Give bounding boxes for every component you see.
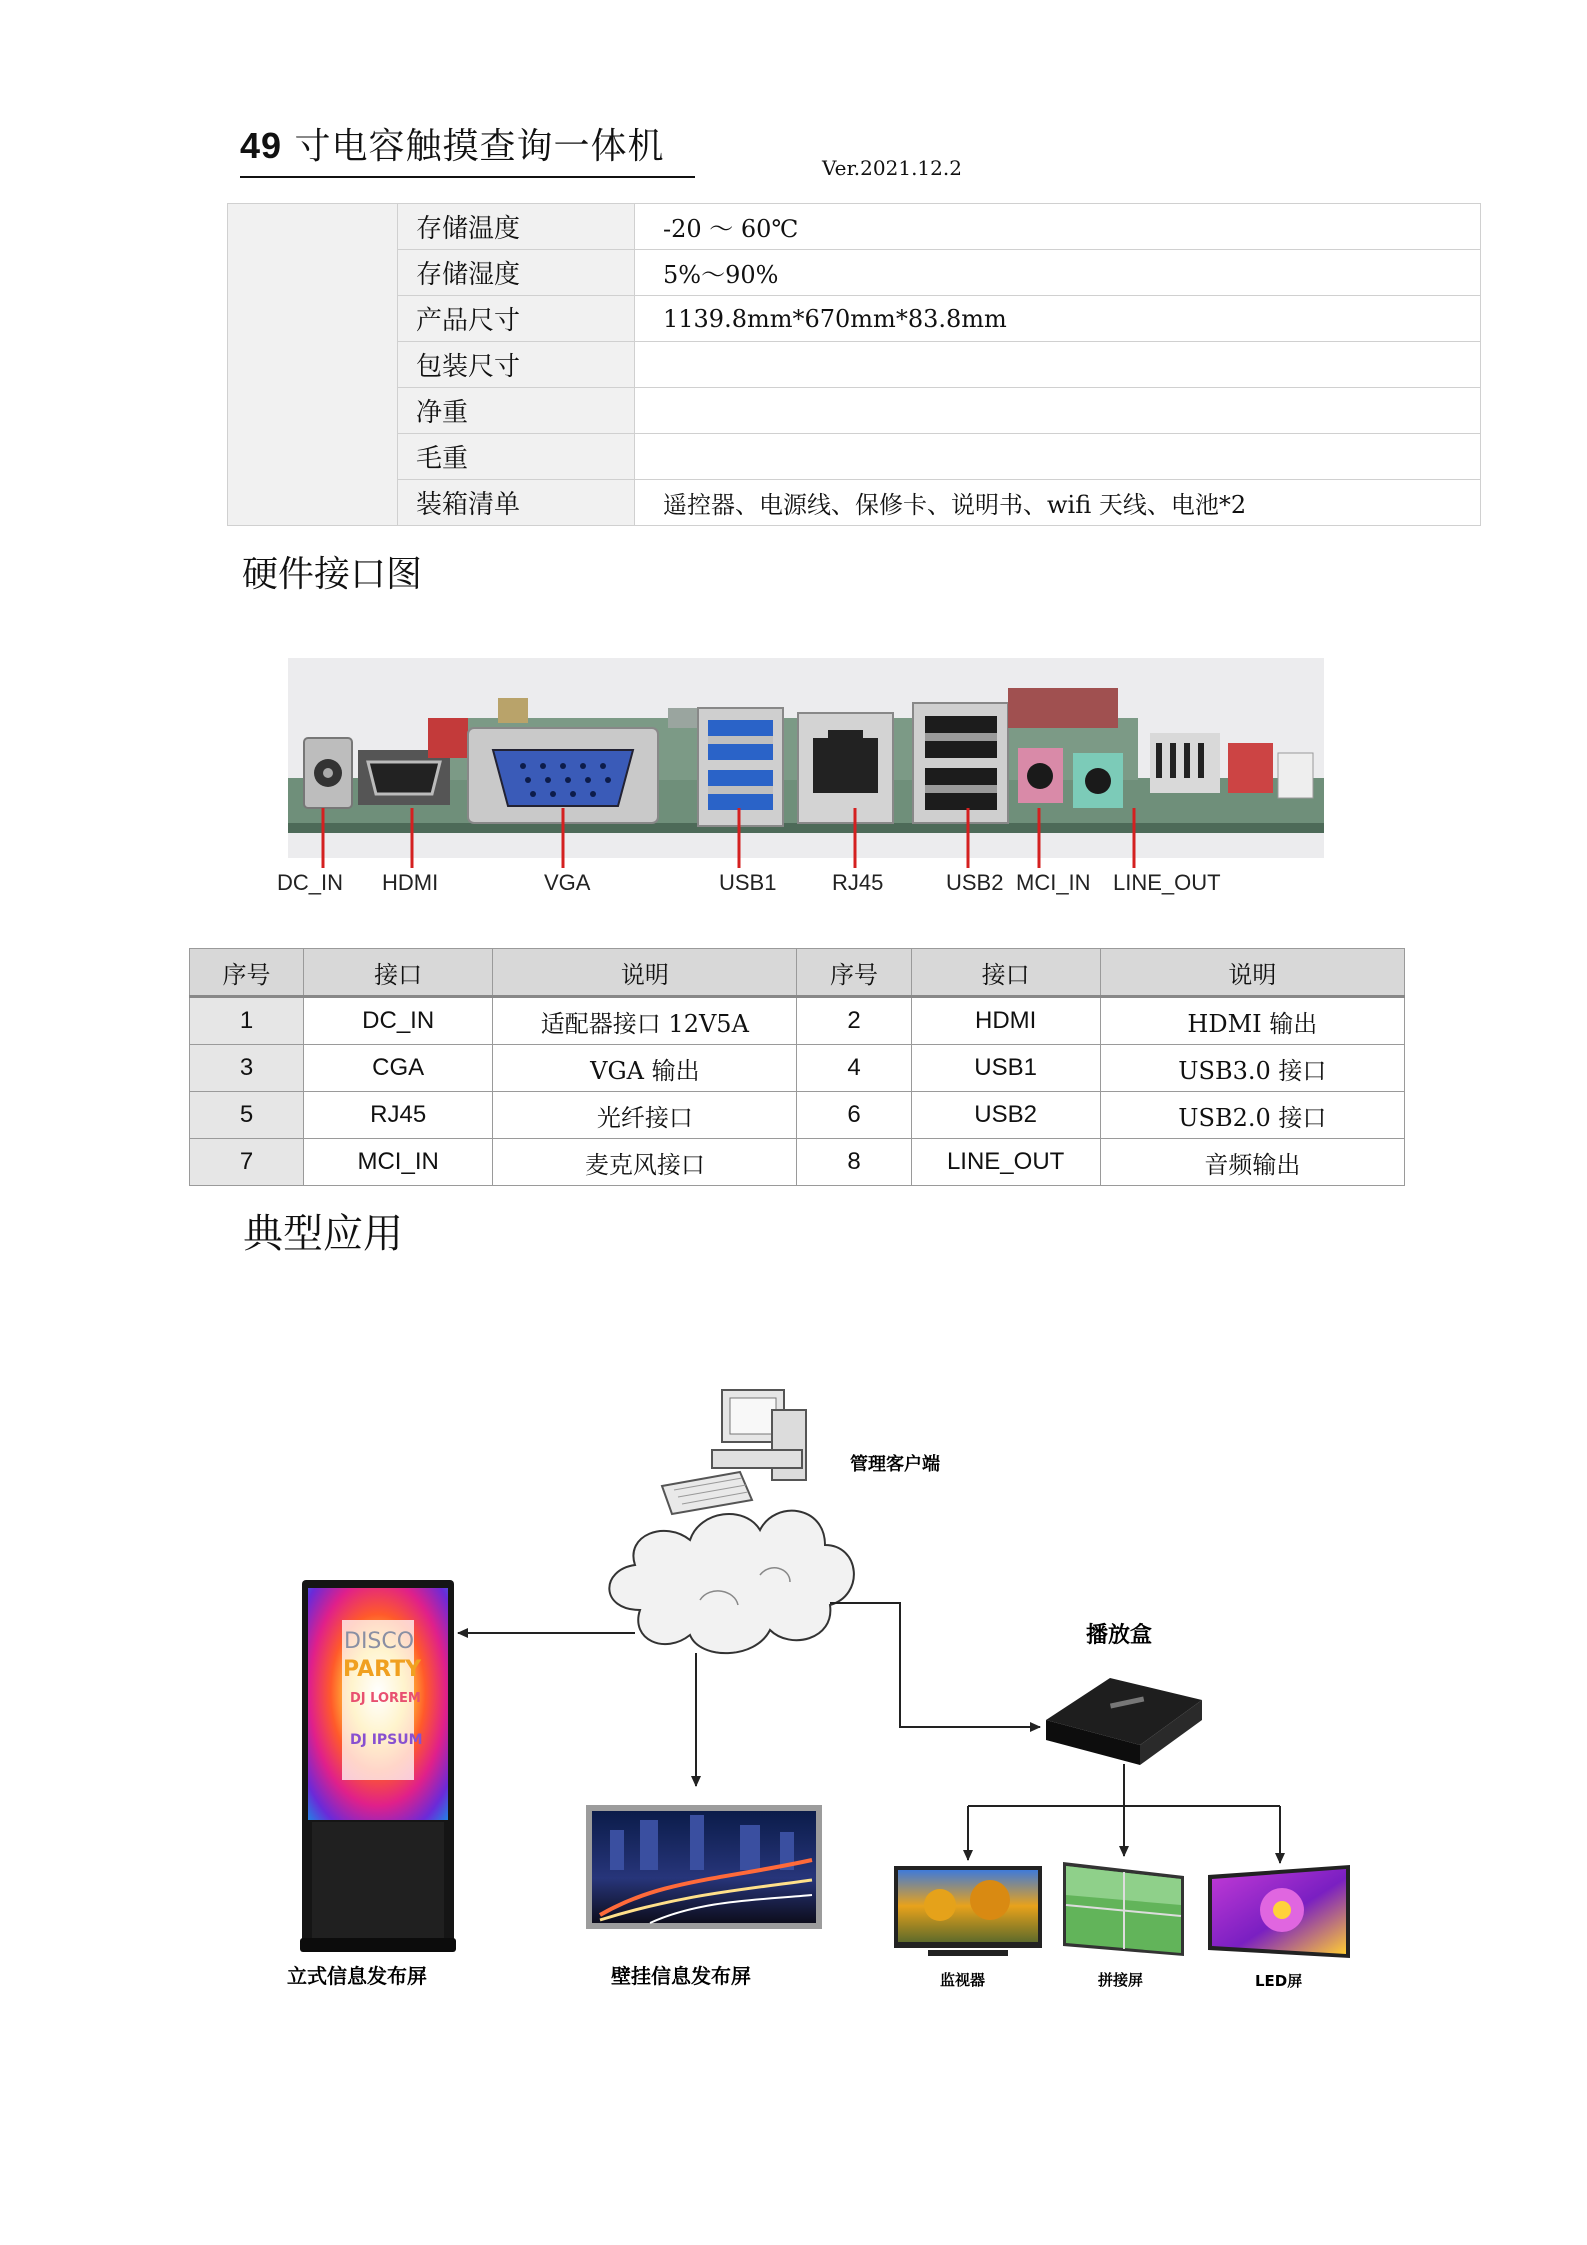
- title-number: 49: [240, 125, 283, 166]
- application-heading: 典型应用: [243, 1211, 403, 1257]
- wall-screen-icon: [586, 1805, 822, 1929]
- label-monitor: 监视器: [940, 1971, 986, 1989]
- label-wall-screen: 壁挂信息发布屏: [611, 1964, 751, 1988]
- cell-description: USB3.0 接口: [1100, 1045, 1404, 1092]
- cell-index: 6: [797, 1092, 911, 1139]
- spec-label: 存储温度: [398, 204, 635, 250]
- header-interface: 接口: [911, 949, 1100, 997]
- cell-interface: MCI_IN: [304, 1139, 493, 1186]
- cell-interface: USB1: [911, 1045, 1100, 1092]
- cell-interface: HDMI: [911, 997, 1100, 1045]
- cell-description: 适配器接口 12V5A: [493, 997, 797, 1045]
- splice-screen-icon: [1063, 1862, 1184, 1956]
- spec-value: 1139.8mm*670mm*83.8mm: [635, 296, 1481, 342]
- cell-interface: CGA: [304, 1045, 493, 1092]
- kiosk-text-lorem: DJ LOREM: [350, 1691, 421, 1706]
- cell-description: 音频输出: [1100, 1139, 1404, 1186]
- port-label-dc-in: DC_IN: [277, 870, 344, 895]
- port-label-hdmi: HDMI: [382, 870, 439, 895]
- kiosk-text-ipsum: DJ IPSUM: [350, 1732, 423, 1748]
- header-interface: 接口: [304, 949, 493, 997]
- cell-description: 麦克风接口: [493, 1139, 797, 1186]
- cell-interface: USB2: [911, 1092, 1100, 1139]
- label-client: 管理客户端: [850, 1454, 940, 1475]
- port-label-mci-in: MCI_IN: [1016, 870, 1091, 895]
- cell-description: VGA 输出: [493, 1045, 797, 1092]
- spec-value: 5%～90%: [635, 250, 1481, 296]
- cloud-icon: [609, 1511, 854, 1653]
- header-index: 序号: [190, 949, 304, 997]
- spec-label: 包装尺寸: [398, 342, 635, 388]
- cell-description: 光纤接口: [493, 1092, 797, 1139]
- cell-index: 3: [190, 1045, 304, 1092]
- header-description: 说明: [1100, 949, 1404, 997]
- label-standing-screen: 立式信息发布屏: [287, 1964, 427, 1988]
- cell-interface: RJ45: [304, 1092, 493, 1139]
- label-splice: 拼接屏: [1098, 1971, 1144, 1989]
- cell-index: 2: [797, 997, 911, 1045]
- cell-index: 4: [797, 1045, 911, 1092]
- cell-description: USB2.0 接口: [1100, 1092, 1404, 1139]
- spec-label: 装箱清单: [398, 480, 635, 526]
- kiosk-text-party: PARTY: [343, 1657, 422, 1682]
- title-text: 寸电容触摸查询一体机: [282, 126, 665, 167]
- header-index: 序号: [797, 949, 911, 997]
- cell-index: 7: [190, 1139, 304, 1186]
- kiosk-text-disco: DISCO: [344, 1629, 415, 1654]
- port-label-rj45: RJ45: [832, 870, 884, 895]
- computer-icon: [662, 1390, 806, 1514]
- led-screen-icon: [1208, 1865, 1350, 1958]
- spec-value: -20 ～ 60℃: [635, 204, 1481, 250]
- cell-index: 5: [190, 1092, 304, 1139]
- spec-label: 存储湿度: [398, 250, 635, 296]
- port-label-usb1: USB1: [719, 870, 777, 895]
- port-label-usb2: USB2: [946, 870, 1004, 895]
- cell-index: 1: [190, 997, 304, 1045]
- label-player-box: 播放盒: [1086, 1623, 1153, 1648]
- header-description: 说明: [493, 949, 797, 997]
- standing-kiosk-icon: [300, 1580, 456, 1952]
- label-led: LED屏: [1255, 1972, 1303, 1990]
- spec-value: 遥控器、电源线、保修卡、说明书、wifi 天线、电池*2: [635, 480, 1481, 526]
- cell-interface: DC_IN: [304, 997, 493, 1045]
- version-label: Ver.2021.12.2: [822, 156, 962, 180]
- cell-description: HDMI 输出: [1100, 997, 1404, 1045]
- cell-interface: LINE_OUT: [911, 1139, 1100, 1186]
- cell-index: 8: [797, 1139, 911, 1186]
- spec-label: 毛重: [398, 434, 635, 480]
- port-label-vga: VGA: [544, 870, 591, 895]
- hardware-heading: 硬件接口图: [242, 554, 423, 595]
- port-label-line-out: LINE_OUT: [1113, 870, 1221, 895]
- player-box-icon: [1046, 1678, 1202, 1765]
- monitor-icon: [894, 1866, 1042, 1956]
- spec-label: 净重: [398, 388, 635, 434]
- spec-label: 产品尺寸: [398, 296, 635, 342]
